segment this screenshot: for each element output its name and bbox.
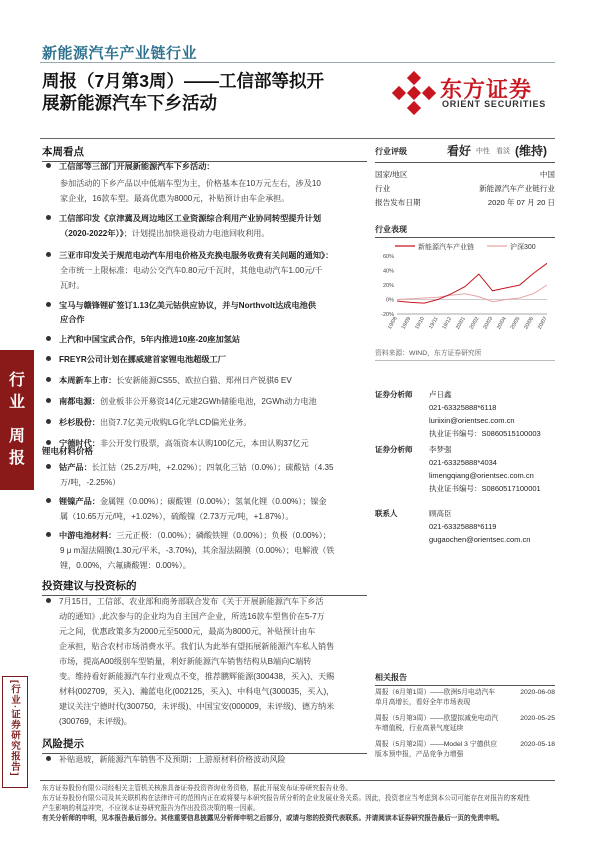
rating-status: (维持): [515, 144, 547, 158]
invest-line: [46, 594, 368, 609]
row-value: 2020 年 07 月 20 日: [487, 198, 555, 207]
list-item: [46, 249, 376, 263]
rating-box: [375, 140, 555, 209]
item-title: FREYR公司计划在挪威建首家锂电池超级工厂: [59, 355, 226, 364]
x-tick-label: 19/10: [414, 316, 427, 331]
analyst-email[interactable]: limengqiang@orientsec.com.cn: [429, 471, 534, 480]
item-title: 三亚市印发关于规范电动汽车用电价格及充换电服务收费有关问题的通知》：: [59, 251, 334, 260]
y-tick-label: 20%: [382, 283, 394, 289]
bullet-icon: [46, 356, 51, 361]
tab-char-3: 周: [8, 428, 25, 445]
item-text-cont: 锂，0.00%，六氟磷酸锂：0.00%）。: [60, 561, 191, 570]
related-date: 2020-05-18: [520, 741, 555, 748]
contact-email[interactable]: gugaochen@orientsec.com.cn: [429, 535, 531, 544]
chart-legend: [395, 242, 536, 251]
bullet-icon: [46, 464, 51, 469]
row-value: 中国: [539, 170, 555, 179]
list-item: [46, 353, 376, 367]
list-item: [46, 415, 376, 430]
item-label: 钴产品：: [59, 463, 92, 472]
related-heading: 相关报告: [375, 673, 407, 682]
x-tick-label: 19/09: [400, 316, 413, 331]
item-title: 工信部等三部门开展新能源汽车下乡活动：: [59, 162, 215, 171]
x-tick-label: 20/06: [523, 316, 536, 331]
analyst-block-2: [375, 443, 555, 495]
analyst-label: 证券分析师: [375, 445, 413, 454]
bullet-icon: [46, 252, 51, 257]
invest-line: 企承担，贴合农村市场消费水平。我们认为此举有望拓展新能源汽车私人销售: [59, 642, 335, 651]
contact-label: 联系人: [375, 509, 398, 518]
report-title: [42, 70, 362, 114]
bullet-icon: [46, 377, 51, 382]
related-item[interactable]: [375, 688, 555, 714]
list-item: [46, 528, 376, 543]
analyst-tel: 021-63325888*6118: [429, 403, 497, 412]
company-logo: [392, 71, 557, 115]
list-item: [46, 212, 376, 226]
invest-heading: 投资建议与投资标的: [42, 580, 137, 592]
list-item: [46, 494, 376, 509]
related-title-cont: 版本预申报，产品竞争力增强: [375, 751, 464, 758]
y-tick-label: 40%: [382, 268, 394, 275]
row-key: 行业: [375, 184, 391, 193]
item-title: 工信部印发《京津冀及周边地区工业资源综合利用产业协同转型提升计划: [59, 214, 322, 223]
item-detail-line: 全市统一上限标准：电动公交汽车0.80元/千瓦时，其他电动汽车1.00元/千: [60, 266, 323, 275]
item-detail: [46, 263, 376, 293]
row-value: 新能源汽车产业链行业: [479, 184, 555, 193]
rating-option-bearish: 看淡: [496, 148, 510, 155]
title-divider: [40, 138, 555, 139]
chart-heading: 行业表现: [375, 225, 407, 234]
analyst-name: 卢日鑫: [429, 390, 452, 399]
logo-mark-icon: [392, 71, 436, 115]
title-line-2: 展新能源汽车下乡活动: [42, 93, 217, 113]
weekly-heading: 本周看点: [42, 146, 84, 158]
analyst-license: 执业证书编号：S0860515100003: [429, 429, 541, 438]
related-title: 周报（5月第3周）——欧盟拟减免电动汽: [375, 715, 499, 722]
invest-line: 变。维持看好新能源汽车行业观点不变，推荐鹏辉能源(300438，买入)、天赐: [59, 672, 335, 681]
y-tick-label: -20%: [381, 312, 394, 318]
invest-line: 市场，提高A00级别车型销量，利好新能源汽车销售结构从B端向C端转: [59, 657, 312, 666]
list-item: [46, 160, 376, 174]
chart-source: 资料来源：WIND，东方证券研究所: [375, 350, 482, 357]
invest-line: 建议关注宁德时代(300750，未评级)、中国宝安(000009，未评级)、德方纳米: [59, 702, 335, 711]
bullet-icon: [46, 398, 51, 403]
prices-section: [42, 445, 367, 457]
related-title: 周报（6月第1周）——欧洲5月电动汽车: [375, 689, 496, 696]
footer-line: 东方证券股份有限公司及其关联机构在法律许可的范围内正在或将要与本研究报告所分析的企业发展业务关系。因此，投资者应当考虑到本公司可能存在对报告的客观性: [42, 795, 530, 802]
legend-label-index: 沪深300: [510, 244, 536, 251]
industry-performance-chart: [375, 240, 555, 340]
chart-bottom-divider: [375, 360, 555, 361]
x-tick-label: 20/04: [495, 316, 508, 331]
contact-name: 顾高臣: [429, 509, 452, 518]
analyst-name: 李梦强: [429, 445, 452, 454]
title-line-1: 周报（7月第3周）——工信部等拟开: [42, 71, 324, 91]
row-key: 报告发布日期: [375, 198, 421, 207]
x-tick-label: 20/01: [455, 316, 467, 331]
chart-section: [375, 224, 555, 238]
list-item: [46, 460, 376, 475]
bullet-icon: [46, 532, 51, 537]
prices-heading: 锂电材料价格: [42, 446, 94, 456]
x-tick-label: 20/07: [536, 316, 549, 331]
rating-label: 行业评级: [375, 147, 407, 156]
item-detail-line: 瓦时。: [60, 281, 85, 290]
invest-line: 元之间，优惠政策多为2000元至5000元，最高为8000元，补贴预计由车: [59, 627, 316, 636]
chart-divider: [375, 237, 555, 238]
item-detail-line: ；计划提出加快退役动力电池回收利用。: [123, 229, 270, 238]
related-title-cont: 单月高增长，看好全年市场表现: [375, 699, 471, 706]
invest-line: 动的通知》,此次参与的企业均为自主国产企业，所选16款车型售价在5-7万: [59, 612, 325, 621]
vertical-label-text: [行业·证券研究报告]: [9, 680, 20, 777]
report-type-tab: [0, 350, 34, 490]
x-tick-label: 19/11: [428, 316, 440, 331]
item-label: 锂镍产品：: [59, 497, 100, 506]
weekly-list: [46, 160, 376, 451]
item-label: 中游电池材料：: [59, 531, 117, 540]
item-detail: [46, 226, 376, 241]
footer-divider: [40, 780, 555, 781]
bullet-icon: [46, 215, 51, 220]
contact-block: [375, 507, 555, 546]
x-tick-label: 20/05: [509, 316, 522, 331]
logo-text-en: ORIENT SECURITIES: [442, 99, 547, 109]
footer-disclaimer: [42, 784, 554, 824]
item-text: 出资7.7亿美元收购LG化学LCD偏光业务。: [99, 418, 252, 427]
bullet-icon: [46, 598, 51, 603]
related-section: [375, 672, 555, 686]
item-detail: [46, 176, 376, 206]
rating-selected: 看好: [447, 144, 472, 158]
risk-body: [46, 752, 368, 767]
analyst-label: 证券分析师: [375, 390, 413, 399]
invest-body: [46, 594, 368, 729]
analyst-block-1: [375, 388, 555, 440]
y-tick-label: 60%: [382, 254, 394, 260]
list-item: [46, 373, 376, 388]
logo-text-cn: 东方证券: [440, 77, 533, 102]
bullet-icon: [46, 336, 51, 341]
contact-tel: 021-63325888*6119: [429, 522, 497, 531]
item-text: 长安新能源CS55、欧拉白猫、郑州日产锐骐6 EV: [116, 376, 292, 385]
rating-divider: [375, 162, 555, 163]
x-tick-label: 19/08: [386, 316, 399, 331]
bullet-icon: [46, 163, 51, 168]
related-date: 2020-05-25: [520, 715, 555, 722]
x-tick-label: 19/12: [441, 316, 454, 331]
related-item[interactable]: [375, 714, 555, 740]
footer-line: 东方证券股份有限公司经相关主管机关核准具备证券投资咨询业务资格，据此开展发布证券研究报告业务。: [42, 785, 352, 792]
item-text: 长江钴（25.2万/吨，+2.02%）；四氧化三钴（0.0%）；硫酸钴（4.35: [91, 463, 334, 472]
item-title: 上汽和中国宝武合作，5年内推进10座-20座加氢站: [59, 335, 241, 344]
footer-line: 有关分析师的申明，见本报告最后部分。其他重要信息披露见分析师申明之后部分，或请与您的投资代表联系。并请阅读本证券研究报告最后一页的免责申明。: [42, 815, 504, 822]
series-line-industry: [397, 263, 547, 303]
risk-text: 补贴退坡，新能源汽车销售不及预期；上游原材料价格波动风险: [59, 755, 286, 764]
x-tick-label: 20/02: [468, 316, 481, 331]
item-label: 宁德时代：: [59, 439, 100, 448]
footer-line: 产生影响的利益冲突，不应视本证券研究报告为作出投资决策的唯一因素。: [42, 805, 260, 812]
x-tick-label: 20/03: [482, 316, 495, 331]
tab-char-4: 报: [8, 450, 25, 467]
series-line-index: [397, 285, 547, 302]
related-title: 周报（5月第2周）——Model 3 宁德供应: [375, 741, 497, 748]
analyst-tel: 021-63325888*4034: [429, 458, 497, 467]
analyst-license: 执业证书编号：S0860517100001: [429, 484, 541, 493]
item-text: 非公开发行股票，高瓴资本认购100亿元，本田认购37亿元: [99, 439, 309, 448]
rating-table: [375, 169, 555, 209]
item-title-cont: （2020-2022年）》: [60, 229, 124, 238]
item-text-cont: 万/吨，-2.25%）: [60, 478, 121, 487]
item-text: 创业板非公开募资14亿元建2GWh储能电池，2GWh动力电池: [99, 397, 317, 406]
item-text: 三元正极：（0.00%）；磷酸铁锂（0.00%）；负极（0.00%）；: [116, 531, 331, 540]
item-text: 金属锂（0.00%）；碳酸锂（0.00%）；氢氧化锂（0.00%）；镍金: [99, 497, 327, 506]
invest-line: 材料(002709，买入)、瀚蓝电化(002125，买入)、中科电气(300035，买入)，: [59, 687, 335, 696]
related-item[interactable]: [375, 740, 555, 766]
list-item: [46, 333, 376, 347]
header-divider: [40, 62, 555, 63]
item-label: 杉杉股份：: [59, 418, 100, 427]
row-key: 国家/地区: [375, 170, 408, 179]
related-divider: [375, 685, 555, 686]
list-item: [46, 394, 376, 409]
invest-line-text: 7月15日，工信部、农业部和商务部联合发布《关于开展新能源汽车下乡活: [59, 597, 324, 606]
sector-label: 新能源汽车产业链行业: [42, 45, 198, 62]
invest-line: (300769，未评级)。: [59, 717, 132, 726]
item-title: 宝马与赣锋锂矿签订1.13亿美元钴供应协议，并与Northvolt达成电池供: [59, 301, 317, 310]
list-item: [46, 299, 376, 313]
item-text-cont: 属（10.65万元/吨，+1.02%），硫酸镍（2.73万元/吨，+1.87%）。: [60, 512, 294, 521]
item-label: 南都电源：: [59, 397, 100, 406]
risk-heading: 风险提示: [42, 738, 84, 750]
y-tick-label: 0%: [386, 297, 394, 304]
item-detail-line: 参加活动的下乡产品以中低端车型为主，价格基本在10万元左右，涉及10: [60, 179, 321, 188]
legend-label-industry: 新能源汽车产业链: [418, 244, 474, 251]
rating-row: [375, 140, 555, 160]
rating-option-neutral: 中性: [476, 148, 490, 155]
bullet-icon: [46, 498, 51, 503]
tab-char-1: 行: [8, 372, 25, 389]
analyst-email[interactable]: luriixin@orientsec.com.cn: [429, 416, 515, 425]
related-list: [375, 688, 555, 766]
item-text-cont: 9 μ m湿法隔膜(1.30元/平米，-3.70%)，其余湿法隔膜（0.00%）；电解液（铁: [60, 546, 335, 555]
tab-char-2: 业: [8, 394, 25, 411]
bullet-icon: [46, 302, 51, 307]
vertical-label: [4, 680, 24, 777]
item-label: 本周新车上市：: [59, 376, 117, 385]
item-detail-line: 家企业，16款车型。最高优惠为8000元，补贴预计由车企承担。: [60, 194, 290, 203]
bullet-icon: [46, 756, 51, 761]
bullet-icon: [46, 419, 51, 424]
item-title-cont: 应合作: [60, 315, 85, 324]
related-title-cont: 车增值税，行业高景气度延续: [375, 725, 464, 732]
related-date: 2020-06-08: [520, 689, 555, 696]
item-detail: [46, 313, 376, 327]
prices-list: [46, 460, 376, 573]
